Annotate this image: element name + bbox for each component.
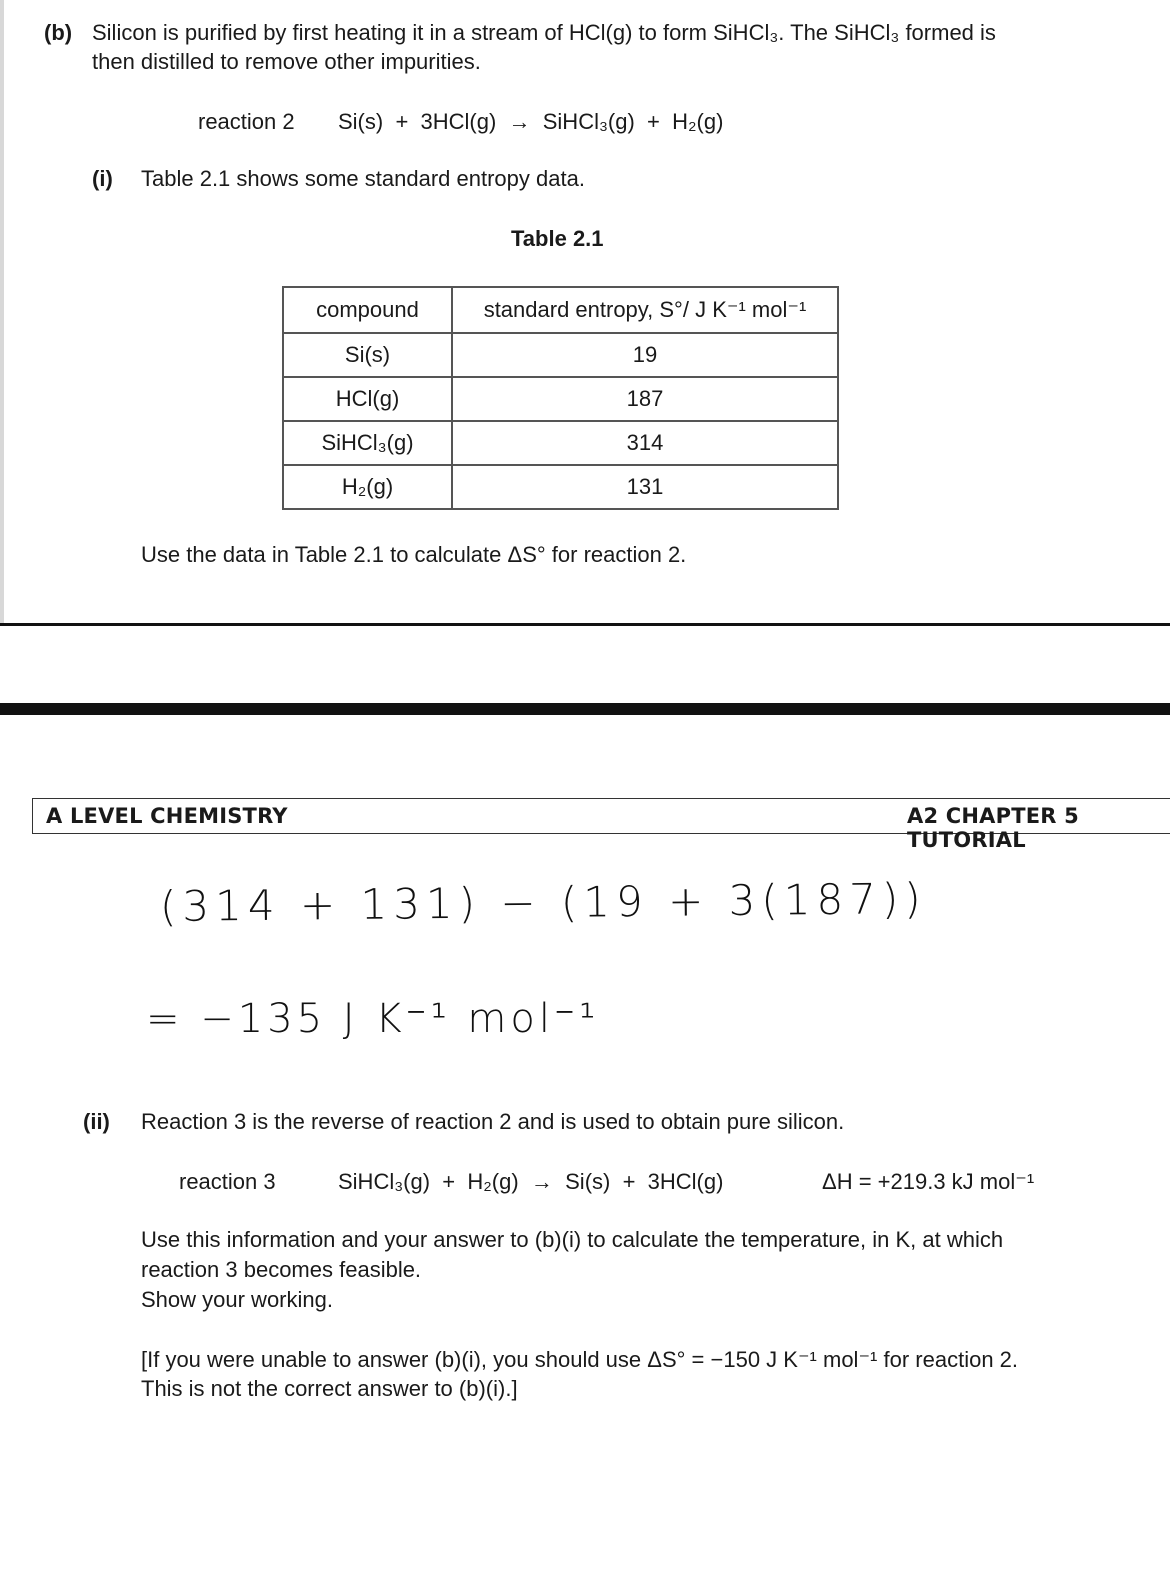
part-ii-note-line1: [If you were unable to answer (b)(i), you should use ΔS° = −150 J K⁻¹ mol⁻¹ for reaction 2. bbox=[141, 1347, 1019, 1372]
part-ii-instruction-line1: Use this information and your answer to (b)(i) to calculate the temperature, in K, at which bbox=[141, 1227, 1004, 1252]
reaction2-label: reaction 2 bbox=[198, 109, 295, 134]
part-b-label: (b) bbox=[44, 20, 73, 45]
table-header-row bbox=[283, 287, 838, 333]
header-left-title: A LEVEL CHEMISTRY bbox=[46, 804, 288, 828]
part-ii-label: (ii) bbox=[83, 1109, 110, 1134]
part-i-label: (i) bbox=[92, 166, 113, 191]
table-cell-entropy: 314 bbox=[452, 421, 838, 465]
reaction3-label: reaction 3 bbox=[179, 1169, 276, 1194]
table-row bbox=[283, 465, 838, 509]
part-ii-note-line2: This is not the correct answer to (b)(i).] bbox=[141, 1376, 518, 1401]
table-cell-compound: HCl(g) bbox=[283, 377, 452, 421]
table-header-entropy: standard entropy, S°/ J K⁻¹ mol⁻¹ bbox=[452, 287, 838, 333]
entropy-table bbox=[282, 286, 839, 510]
handwritten-working-line2: = −135 J K⁻¹ mol⁻¹ bbox=[146, 996, 600, 1042]
table-row bbox=[283, 333, 838, 377]
table-cell-entropy: 131 bbox=[452, 465, 838, 509]
part-b-intro-line1: Silicon is purified by first heating it in a stream of HCl(g) to form SiHCl₃. The SiHCl₃ formed is bbox=[92, 20, 996, 45]
section-divider-thick bbox=[0, 703, 1170, 715]
reaction2-equation: Si(s) + 3HCl(g) → SiHCl₃(g) + H₂(g) bbox=[338, 109, 724, 134]
reaction3-equation: SiHCl₃(g) + H₂(g) → Si(s) + 3HCl(g) bbox=[338, 1169, 724, 1194]
header-right-title: A2 CHAPTER 5 TUTORIAL bbox=[907, 804, 1079, 852]
part-ii-instruction-line3: Show your working. bbox=[141, 1287, 333, 1312]
table-row bbox=[283, 421, 838, 465]
part-i-question: Use the data in Table 2.1 to calculate ΔS° for reaction 2. bbox=[141, 542, 687, 567]
table-header-compound: compound bbox=[283, 287, 452, 333]
part-ii-instruction-line2: reaction 3 becomes feasible. bbox=[141, 1257, 422, 1282]
handwritten-working-line1: (314 + 131) − (19 + 3(187)) bbox=[159, 873, 927, 932]
table-row bbox=[283, 377, 838, 421]
table-cell-entropy: 19 bbox=[452, 333, 838, 377]
part-ii-text: Reaction 3 is the reverse of reaction 2 and is used to obtain pure silicon. bbox=[141, 1109, 845, 1134]
table-cell-compound: H₂(g) bbox=[283, 465, 452, 509]
table-title: Table 2.1 bbox=[511, 226, 604, 251]
page-left-edge bbox=[0, 0, 4, 626]
table-cell-compound: Si(s) bbox=[283, 333, 452, 377]
table-cell-compound: SiHCl₃(g) bbox=[283, 421, 452, 465]
reaction3-enthalpy: ΔH = +219.3 kJ mol⁻¹ bbox=[822, 1169, 1035, 1194]
part-b-intro-line2: then distilled to remove other impurities. bbox=[92, 49, 481, 74]
part-i-text: Table 2.1 shows some standard entropy data. bbox=[141, 166, 585, 191]
section-divider-thin bbox=[0, 623, 1170, 626]
table-cell-entropy: 187 bbox=[452, 377, 838, 421]
